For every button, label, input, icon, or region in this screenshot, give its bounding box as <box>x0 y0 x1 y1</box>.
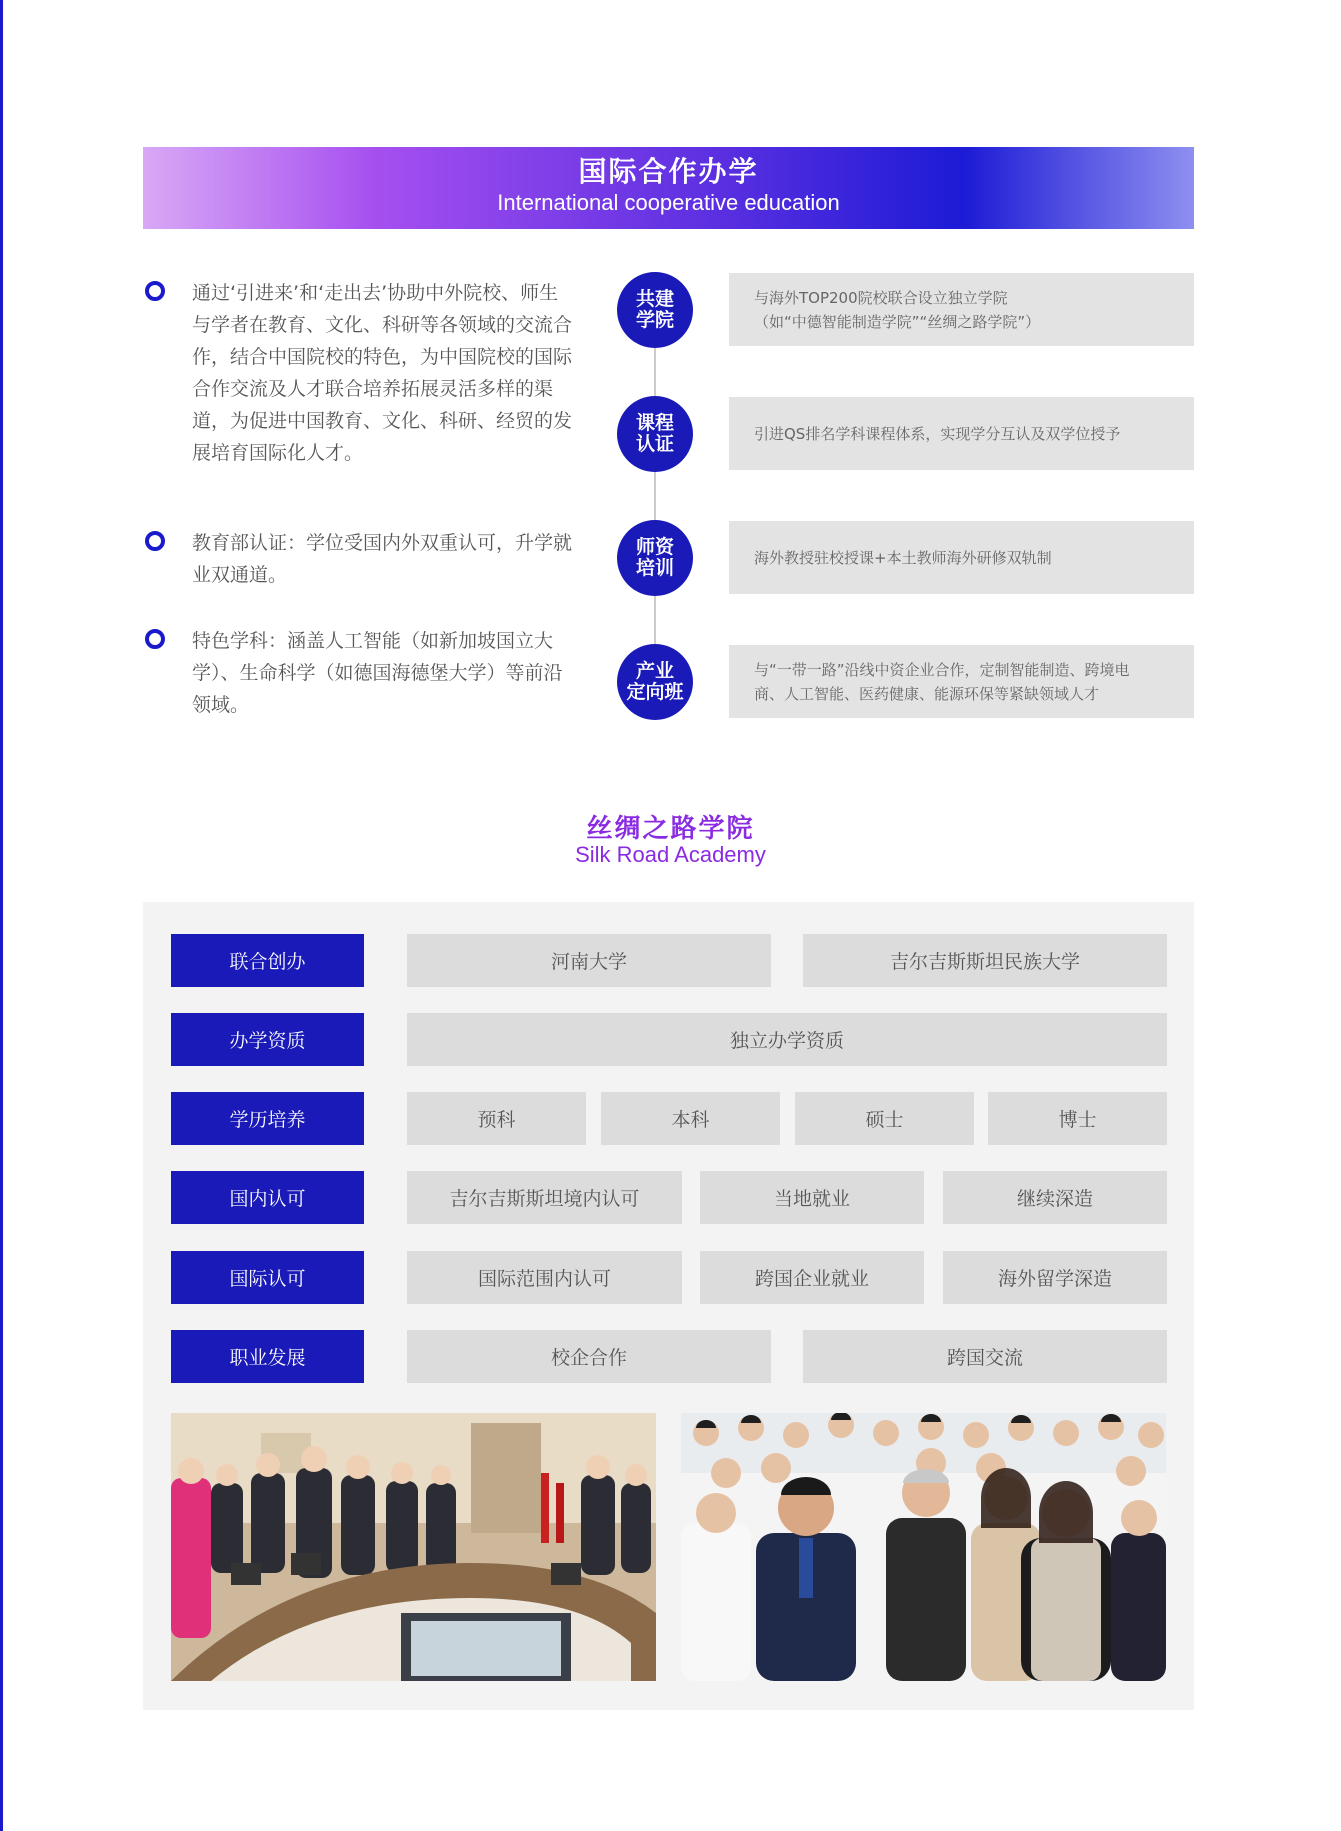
bullet-certification <box>143 527 573 591</box>
table-cell: 当地就业 <box>700 1171 924 1224</box>
node-label: 共建 <box>635 288 674 310</box>
banner-title-en: International cooperative education <box>497 190 840 215</box>
silk-road-title-cn: 丝绸之路学院 <box>586 814 755 844</box>
timeline-text: 与海外TOP200院校联合设立独立学院 <box>754 288 1008 307</box>
node-label: 定向班 <box>626 681 684 703</box>
bullet-ring-icon <box>145 531 165 551</box>
section-banner <box>143 147 1194 229</box>
table-cell: 国际范围内认可 <box>407 1251 682 1304</box>
table-cell: 跨国企业就业 <box>700 1251 924 1304</box>
bullet-text: 通过‘引进来’和‘走出去’协助中外院校、师生与学者在教育、文化、科研等各领域的交流合作，结合中国院校的特色，为中国院校的国际合作交流及人才联合培养拓展灵活多样的渠道，为促进中国教育、文化、科研、经贸的发展培育国际化人才。 <box>192 282 573 464</box>
bullet-text: 特色学科：涵盖人工智能（如新加坡国立大学）、生命科学（如德国海德堡大学）等前沿领域。 <box>192 630 563 716</box>
row-label-joint-founding: 联合创办 <box>171 934 364 987</box>
photo-group-students <box>681 1413 1166 1681</box>
table-cell: 独立办学资质 <box>407 1013 1167 1066</box>
bullet-intro <box>143 277 573 469</box>
timeline-text: （如“中德智能制造学院”“丝绸之路学院”） <box>754 312 1041 331</box>
node-label: 课程 <box>635 412 674 434</box>
bullet-ring-icon <box>145 281 165 301</box>
row-label-career-development: 职业发展 <box>171 1330 364 1383</box>
row-label-degree-programs: 学历培养 <box>171 1092 364 1145</box>
timeline-text: 海外教授驻校授课+本土教师海外研修双轨制 <box>754 548 1052 567</box>
timeline-box-course-cert <box>729 397 1194 470</box>
table-cell: 硕士 <box>795 1092 974 1145</box>
timeline-box-industry-class <box>729 645 1194 718</box>
timeline-text: 引进QS排名学科课程体系，实现学分互认及双学位授予 <box>754 424 1121 443</box>
table-cell: 继续深造 <box>943 1171 1167 1224</box>
timeline-box-joint-college <box>729 273 1194 346</box>
row-label-domestic-recognition: 国内认可 <box>171 1171 364 1224</box>
row-label-international-recognition: 国际认可 <box>171 1251 364 1304</box>
table-cell: 吉尔吉斯斯坦境内认可 <box>407 1171 682 1224</box>
table-cell: 博士 <box>988 1092 1167 1145</box>
timeline-connector <box>654 310 656 690</box>
timeline-node-course-cert <box>617 396 693 472</box>
table-cell: 跨国交流 <box>803 1330 1167 1383</box>
left-edge-rule <box>0 0 3 1831</box>
timeline-node-industry-class <box>617 644 693 720</box>
timeline-node-joint-college <box>617 272 693 348</box>
table-cell: 校企合作 <box>407 1330 771 1383</box>
timeline-box-faculty-training <box>729 521 1194 594</box>
timeline-text: 与“一带一路”沿线中资企业合作，定制智能制造、跨境电 <box>754 660 1130 679</box>
table-cell: 海外留学深造 <box>943 1251 1167 1304</box>
timeline-node-faculty-training <box>617 520 693 596</box>
silk-road-title-en: Silk Road Academy <box>575 842 766 867</box>
node-label: 产业 <box>635 660 674 682</box>
node-label: 师资 <box>635 536 674 558</box>
bullet-text: 教育部认证：学位受国内外双重认可，升学就业双通道。 <box>192 532 573 586</box>
node-label: 认证 <box>635 433 674 455</box>
photo-meeting-room <box>171 1413 656 1681</box>
row-label-qualification: 办学资质 <box>171 1013 364 1066</box>
timeline-text: 商、人工智能、医药健康、能源环保等紧缺领域人才 <box>754 684 1100 703</box>
table-cell: 河南大学 <box>407 934 771 987</box>
table-cell: 预科 <box>407 1092 586 1145</box>
banner-title-cn: 国际合作办学 <box>578 155 759 188</box>
node-label: 培训 <box>635 557 674 579</box>
node-label: 学院 <box>635 309 674 331</box>
bullet-featured-subjects <box>143 625 573 721</box>
bullet-ring-icon <box>145 629 165 649</box>
table-cell: 本科 <box>601 1092 780 1145</box>
table-cell: 吉尔吉斯斯坦民族大学 <box>803 934 1167 987</box>
